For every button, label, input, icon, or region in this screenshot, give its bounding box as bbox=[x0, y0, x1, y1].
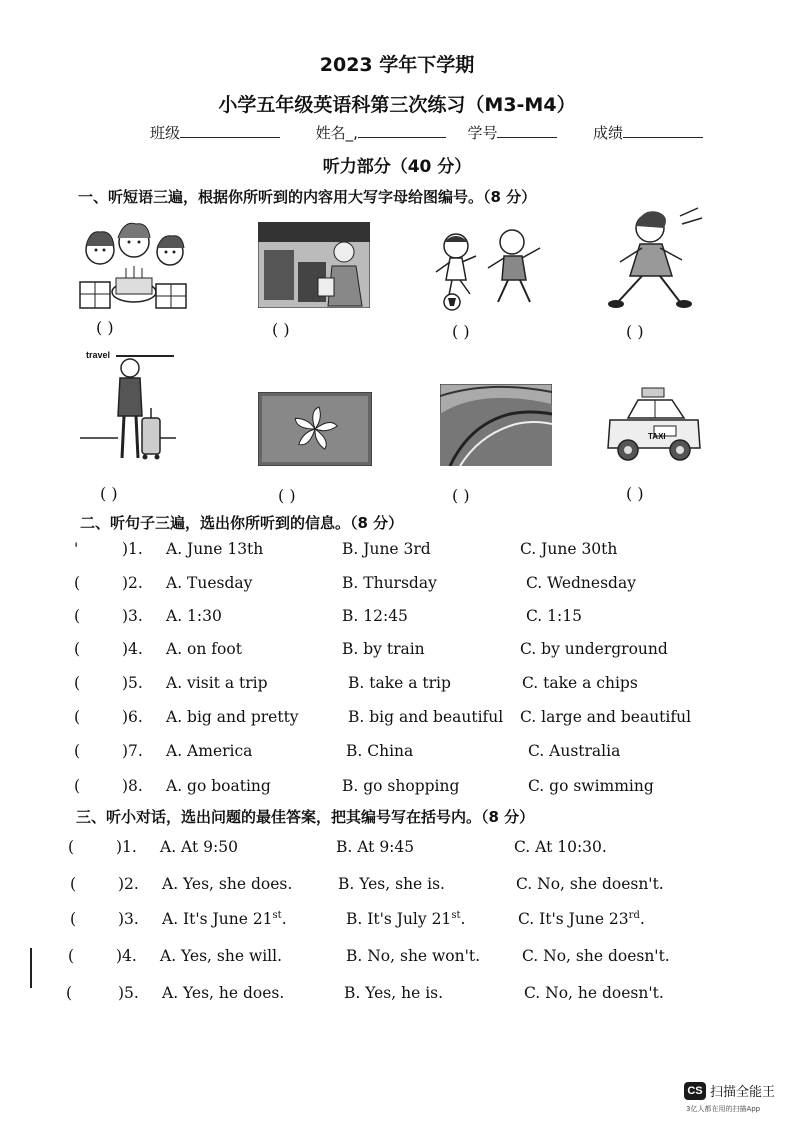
scanner-slogan: 3亿人都在用的扫描App bbox=[686, 1105, 761, 1113]
option-a: A. go boating bbox=[166, 777, 271, 795]
bauhinia-flag-picture bbox=[258, 392, 372, 466]
option-b: B. by train bbox=[342, 640, 425, 658]
option-a: A. Yes, she does. bbox=[162, 875, 293, 893]
answer-paren[interactable]: ( bbox=[74, 640, 81, 658]
option-c: C. At 10:30. bbox=[514, 838, 607, 856]
option-a: A. visit a trip bbox=[166, 674, 268, 692]
scan-margin-line bbox=[30, 948, 32, 988]
answer-paren[interactable]: ( bbox=[74, 607, 81, 625]
option-b: B. It's July 21st. bbox=[346, 910, 466, 929]
shopping-picture bbox=[258, 222, 370, 308]
name-label: 姓名 bbox=[315, 124, 346, 142]
scanner-app-name: 扫描全能王 bbox=[710, 1085, 776, 1100]
answer-paren[interactable]: ( bbox=[70, 910, 77, 928]
great-wall-picture bbox=[440, 384, 552, 466]
option-a: A. on foot bbox=[166, 640, 242, 658]
taxi-label: TAXI bbox=[648, 432, 666, 441]
question-number: )7. bbox=[122, 742, 143, 760]
picture-6-paren[interactable]: ( ) bbox=[278, 486, 296, 505]
option-b: B. go shopping bbox=[342, 777, 460, 795]
option-b: B. take a trip bbox=[348, 674, 451, 692]
travel-label: travel bbox=[86, 350, 111, 360]
scanner-watermark bbox=[684, 1080, 775, 1100]
picture-4-paren[interactable]: ( ) bbox=[626, 322, 644, 341]
option-c: C. go swimming bbox=[528, 777, 654, 795]
picture-2-paren[interactable]: ( ) bbox=[272, 320, 290, 339]
question-number: )4. bbox=[122, 640, 143, 658]
option-c: C. No, he doesn't. bbox=[524, 984, 664, 1002]
birthday-party-picture bbox=[78, 212, 190, 312]
option-b: B. China bbox=[346, 742, 414, 760]
option-c: C. 1:15 bbox=[526, 607, 582, 625]
class-blank[interactable] bbox=[180, 123, 280, 138]
option-c: C. No, she doesn't. bbox=[516, 875, 664, 893]
option-c: C. by underground bbox=[520, 640, 668, 658]
answer-paren[interactable]: ( bbox=[74, 708, 81, 726]
option-b: B. big and beautiful bbox=[348, 708, 504, 726]
answer-paren[interactable]: ( bbox=[70, 875, 77, 893]
option-a: A. Yes, she will. bbox=[160, 947, 283, 965]
section1-title: 一、听短语三遍，根据你所听到的内容用大写字母给图编号。（8 分） bbox=[78, 188, 537, 206]
answer-paren[interactable]: ( bbox=[68, 947, 75, 965]
answer-paren[interactable]: ' bbox=[74, 540, 79, 558]
option-b: B. Yes, she is. bbox=[338, 875, 445, 893]
picture-3-paren[interactable]: ( ) bbox=[452, 322, 470, 341]
question-number: )3. bbox=[122, 607, 143, 625]
question-number: )8. bbox=[122, 777, 143, 795]
score-blank[interactable] bbox=[623, 123, 703, 138]
name-mark: _, bbox=[345, 124, 358, 142]
camscanner-logo-icon: CS bbox=[684, 1082, 706, 1100]
question-number: )1. bbox=[122, 540, 143, 558]
question-number: )6. bbox=[122, 708, 143, 726]
option-a: A. Yes, he does. bbox=[162, 984, 285, 1002]
answer-paren[interactable]: ( bbox=[74, 574, 81, 592]
option-c: C. large and beautiful bbox=[520, 708, 692, 726]
question-number: )5. bbox=[122, 674, 143, 692]
option-c: C. take a chips bbox=[522, 674, 638, 692]
class-label: 班级 bbox=[150, 124, 181, 142]
score-label: 成绩 bbox=[593, 124, 624, 142]
answer-paren[interactable]: ( bbox=[68, 838, 75, 856]
section2-title: 二、听句子三遍，选出你所听到的信息。（8 分） bbox=[80, 514, 404, 532]
section3-title: 三、听小对话，选出问题的最佳答案，把其编号写在括号内。（8 分） bbox=[76, 808, 535, 826]
picture-8-paren[interactable]: ( ) bbox=[626, 484, 644, 503]
option-b: B. Thursday bbox=[342, 574, 437, 592]
option-c: C. June 30th bbox=[520, 540, 618, 558]
answer-paren[interactable]: ( bbox=[74, 777, 81, 795]
question-number: )2. bbox=[122, 574, 143, 592]
answer-paren[interactable]: ( bbox=[74, 742, 81, 760]
question-number: )2. bbox=[118, 875, 139, 893]
taxi-picture bbox=[606, 386, 702, 466]
travel-picture bbox=[78, 354, 178, 466]
question-number: )5. bbox=[118, 984, 139, 1002]
picture-1-paren[interactable]: ( ) bbox=[96, 318, 114, 337]
option-a: A. 1:30 bbox=[166, 607, 222, 625]
picture-7-paren[interactable]: ( ) bbox=[452, 486, 470, 505]
listening-title: 听力部分（40 分） bbox=[322, 157, 472, 177]
option-a: A. June 13th bbox=[166, 540, 264, 558]
option-a: A. It's June 21st. bbox=[162, 910, 287, 929]
option-b: B. No, she won't. bbox=[346, 947, 481, 965]
option-c: C. No, she doesn't. bbox=[522, 947, 670, 965]
option-c: C. Australia bbox=[528, 742, 621, 760]
option-c: C. It's June 23rd. bbox=[518, 910, 645, 929]
question-number: )3. bbox=[118, 910, 139, 928]
picture-5-paren[interactable]: ( ) bbox=[100, 484, 118, 503]
option-a: A. big and pretty bbox=[166, 708, 299, 726]
exam-term: 2023 学年下学期 bbox=[319, 54, 475, 76]
question-number: )1. bbox=[116, 838, 137, 856]
playing-football-picture bbox=[432, 228, 552, 312]
option-a: A. America bbox=[166, 742, 253, 760]
option-b: B. 12:45 bbox=[342, 607, 408, 625]
id-blank[interactable] bbox=[497, 123, 557, 138]
id-label: 学号 bbox=[467, 124, 498, 142]
name-blank[interactable] bbox=[358, 123, 446, 138]
walking-girl-picture bbox=[598, 206, 704, 312]
question-number: )4. bbox=[116, 947, 137, 965]
option-b: B. June 3rd bbox=[342, 540, 431, 558]
exam-title: 小学五年级英语科第三次练习（M3-M4） bbox=[218, 94, 576, 116]
answer-paren[interactable]: ( bbox=[74, 674, 81, 692]
answer-paren[interactable]: ( bbox=[66, 984, 73, 1002]
option-a: A. At 9:50 bbox=[160, 838, 238, 856]
option-c: C. Wednesday bbox=[526, 574, 636, 592]
option-a: A. Tuesday bbox=[166, 574, 253, 592]
student-info-row bbox=[150, 122, 703, 143]
option-b: B. Yes, he is. bbox=[344, 984, 444, 1002]
option-b: B. At 9:45 bbox=[336, 838, 415, 856]
